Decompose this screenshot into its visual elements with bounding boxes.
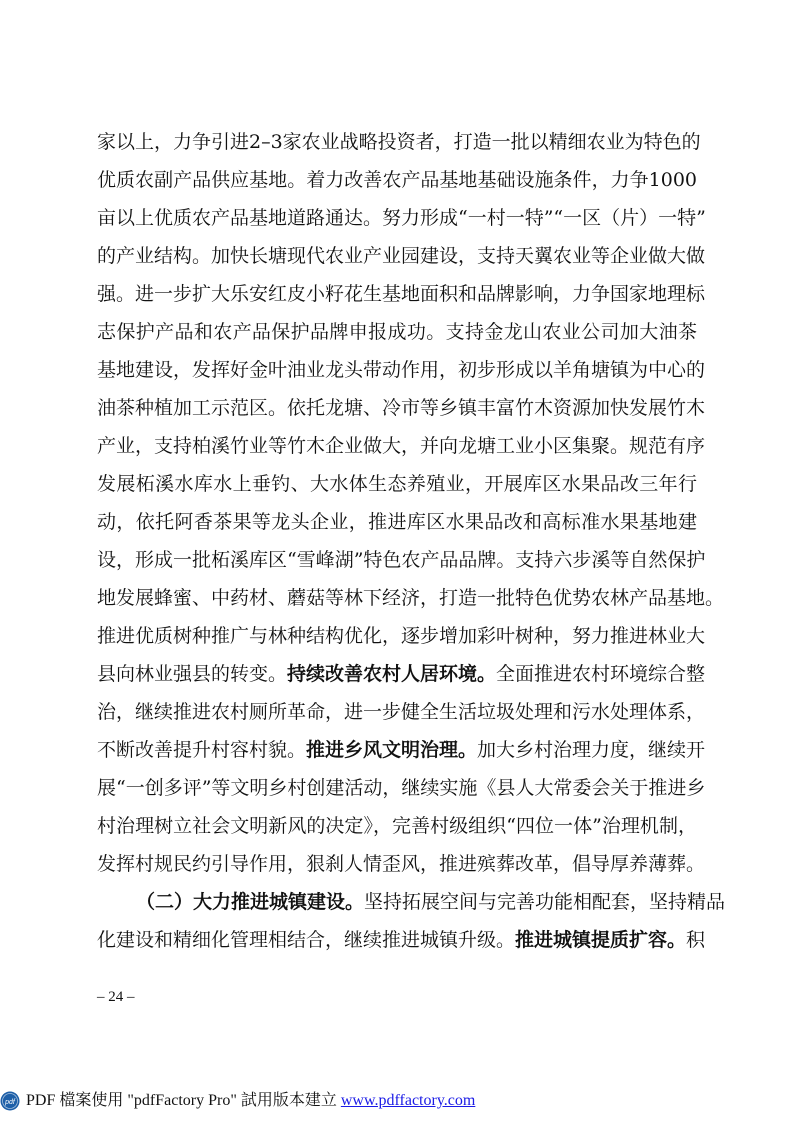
body-line — [97, 660, 706, 688]
body-line — [97, 736, 706, 764]
body-line: 设，形成一批柘溪库区“雪峰湖”特色农产品品牌。支持六步溪等自然保护 — [97, 549, 706, 571]
body-text: 坚持拓展空间与完善功能相配套，坚持精品 — [364, 891, 726, 913]
body-line: 亩以上优质农产品基地道路通达。努力形成“一村一特”“一区（片）一特” — [97, 207, 706, 229]
pdf-icon — [0, 1091, 20, 1111]
body-line: 动，依托阿香茶果等龙头企业，推进库区水果品改和高标准水果基地建 — [97, 511, 697, 533]
page-number: – 24 – — [97, 989, 135, 1005]
body-line: 发展柘溪水库水上垂钓、大水体生态养殖业，开展库区水果品改三年行 — [97, 473, 697, 495]
pdf-footer — [0, 1088, 793, 1114]
body-text: 加大乡村治理力度，继续开 — [477, 739, 706, 761]
pdffactory-link[interactable]: www.pdffactory.com — [340, 1092, 476, 1109]
body-text: 化建设和精细化管理相结合，继续推进城镇升级。 — [97, 929, 516, 951]
pdf-icon-label: pdf — [5, 1099, 15, 1106]
body-line: 地发展蜂蜜、中药材、蘑菇等林下经济，打造一批特色优势农林产品基地。 — [97, 587, 725, 609]
body-line: 发挥村规民约引导作用，狠刹人情歪风，推进殡葬改革，倡导厚养薄葬。 — [97, 853, 706, 875]
body-line: 产业，支持柏溪竹业等竹木企业做大，并向龙塘工业小区集聚。规范有序 — [97, 435, 706, 457]
bold-heading: 持续改善农村人居环境。 — [287, 663, 497, 685]
body-line: 志保护产品和农产品保护品牌申报成功。支持金龙山农业公司加大油茶 — [97, 321, 697, 343]
body-line: 基地建设，发挥好金叶油业龙头带动作用，初步形成以羊角塘镇为中心的 — [97, 359, 706, 381]
body-text: 不断改善提升村容村貌。 — [97, 739, 307, 761]
body-line: 展“一创多评”等文明乡村创建活动，继续实施《县人大常委会关于推进乡 — [97, 777, 706, 799]
body-line: 油茶种植加工示范区。依托龙塘、冷市等乡镇丰富竹木资源加快发展竹木 — [97, 397, 706, 419]
body-line: 的产业结构。加快长塘现代农业产业园建设，支持天翼农业等企业做大做 — [97, 245, 706, 267]
body-text: 全面推进农村环境综合整 — [496, 663, 706, 685]
body-line: 村治理树立社会文明新风的决定》，完善村级组织“四位一体”治理机制， — [97, 815, 697, 837]
footer-text — [26, 1088, 475, 1114]
bold-heading: 推进城镇提质扩容。 — [515, 929, 687, 951]
bold-heading: 推进乡风文明治理。 — [306, 739, 478, 761]
body-line: 推进优质树种推广与林种结构优化，逐步增加彩叶树种，努力推进林业大 — [97, 625, 706, 647]
body-line: 强。进一步扩大乐安红皮小籽花生基地面积和品牌影响，力争国家地理标 — [97, 283, 706, 305]
body-text: 积 — [686, 929, 706, 951]
body-line: 优质农副产品供应基地。着力改善农产品基地基础设施条件，力争1000 — [97, 169, 697, 191]
section-heading: （二）大力推进城镇建设。 — [136, 891, 365, 913]
body-line — [136, 888, 726, 916]
body-line — [97, 926, 706, 954]
body-line: 家以上，力争引进2–3家农业战略投资者，打造一批以精细农业为特色的 — [97, 131, 701, 153]
body-line: 治，继续推进农村厕所革命，进一步健全生活垃圾处理和污水处理体系， — [97, 701, 706, 723]
body-text: 县向林业强县的转变。 — [97, 663, 288, 685]
footer-prefix: PDF 檔案使用 "pdfFactory Pro" 試用版本建立 — [26, 1092, 341, 1109]
